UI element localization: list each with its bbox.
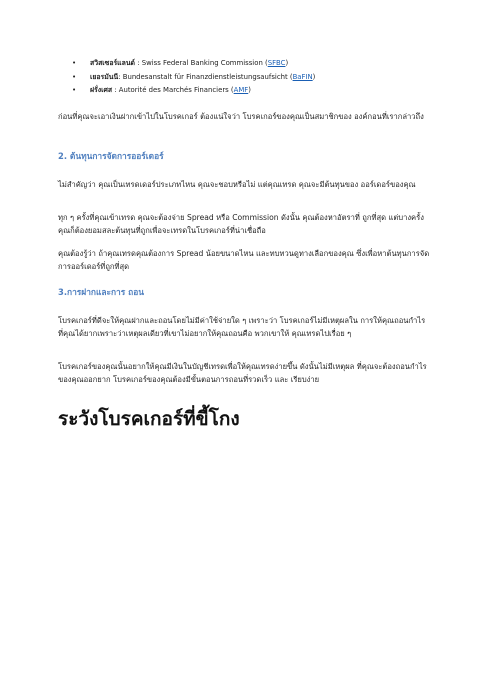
bullet-icon: • — [72, 59, 77, 67]
section-2-paragraph: คุณต้องรู้ว่า ถ้าคุณเทรดคุณต้องการ Spread น้อยขนาดไหน และทบทวนดูทางเลือกของคุณ ซึ่งเพื่อหาต้นทุนการจัดการออร์เดอร์ที่ถูกที่สุด — [58, 249, 430, 271]
regulator-list — [72, 57, 442, 98]
section-3-paragraph: โบรคเกอร์ที่ดีจะให้คุณฝากและถอนโดยไม่มีค่าใช้จ่ายใด ๆ เพราะว่า โบรคเกอร์ไม่มีเหตุผลใน การให้คุณถอนกำไรที่คุณได้ยากเพราะว่าเหตุผลเดียวที่เขาไม่อยากให้คุณถอนคือ พวกเขาให้ คุณเทรดไปเรื่อย ๆ — [58, 316, 426, 338]
page-title: ระวังโบรคเกอร์ที่ขี้โกง — [58, 408, 240, 430]
section-2-paragraph: ทุก ๆ ครั้งที่คุณเข้าเทรด คุณจะต้องจ่าย Spread หรือ Commission ดังนั้น คุณต้องหาอัตราที่ ถูกที่สุด แต่บางครั้งคุณก็ต้องยอมสละต้นทุนที่ถูกเพื่อจะเทรดในโบรคเกอร์ที่น่าเชื่อถือ — [58, 213, 424, 235]
section-2-paragraph: ไม่สำคัญว่า คุณเป็นเทรดเดอร์ประเภทไหน คุณจะชอบหรือไม่ แต่คุณเทรด คุณจะมีต้นทุนของ ออร์เดอร์ของคุณ — [58, 180, 416, 189]
close-paren: ) — [248, 86, 251, 94]
bullet-icon: • — [72, 72, 77, 81]
amf-link[interactable]: AMF — [233, 86, 249, 94]
separator: : — [118, 72, 123, 81]
bullet-icon: • — [72, 86, 77, 94]
bafin-link[interactable]: BaFIN — [292, 72, 313, 81]
close-paren: ) — [312, 72, 316, 81]
regulator-name: Autorité des Marchés Financiers ( — [118, 86, 234, 94]
regulator-country: เยอรมันนี — [90, 72, 119, 81]
regulator-country: สวิสเซอร์แลนด์ — [90, 59, 136, 67]
regulator-name: Swiss Federal Banking Commission ( — [141, 59, 268, 67]
separator: : — [135, 59, 142, 67]
section-2-heading: 2. ต้นทุนการจัดการออร์เดอร์ — [58, 151, 164, 161]
section-3-heading: 3.การฝากและการ ถอน — [58, 287, 145, 297]
section-3-paragraph: โบรคเกอร์ของคุณนั้นอยากให้คุณมีเงินในบัญชีเทรดเพื่อให้คุณเทรดง่ายขึ้น ดังนั้นไม่มีเหตุผล ที่คุณจะต้องถอนกำไรของคุณออกยาก โบรคเกอร์ของคุณต้องมีขั้นตอนการถอนที่รวดเร็ว และ เรียบง่าย — [58, 362, 427, 384]
list-item — [72, 71, 442, 85]
separator: : — [112, 86, 119, 94]
close-paren: ) — [285, 59, 289, 67]
regulator-name: Bundesanstalt für Finanzdienstleistungsaufsicht ( — [122, 72, 293, 81]
list-item — [72, 84, 442, 98]
list-item — [72, 57, 442, 71]
intro-paragraph: ก่อนที่คุณจะเอาเงินฝากเข้าไปในโบรคเกอร์ ต้องแน่ใจว่า โบรคเกอร์ของคุณเป็นสมาชิกของ องค์กอนที่เรากล่าวถึง — [58, 112, 424, 121]
regulator-country: ฝรั่งเศส — [90, 86, 113, 94]
sfbc-link[interactable]: SFBC — [267, 59, 286, 67]
